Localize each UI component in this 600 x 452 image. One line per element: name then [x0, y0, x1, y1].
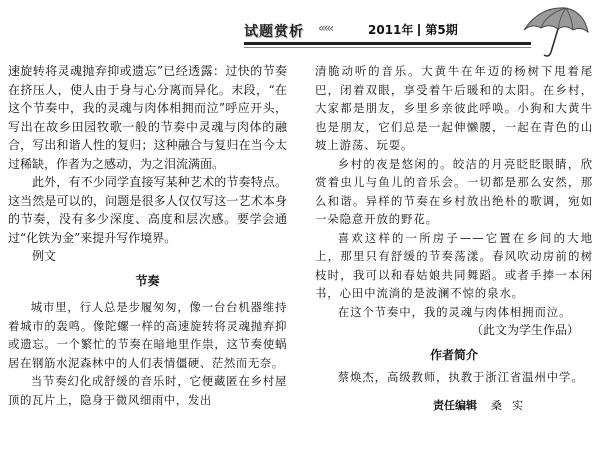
student-note: （此文为学生作品）: [470, 323, 579, 337]
editor-name: 桑实: [491, 398, 533, 412]
chevron-decoration: ‹‹‹‹‹: [318, 21, 332, 35]
left-column: [8, 62, 287, 409]
essay-paragraph: 喜欢这样的一所房子——它置在乡间的大地上，那里只有舒缓的节奏荡漾。春风吹动房前的树枝时，我可以和春姑娘共同舞蹈。或者手捧一本闲书，心田中流淌的是波澜不惊的泉水。: [315, 230, 593, 300]
essay-paragraph: 乡村的夜是悠闲的。皎洁的月亮眨眨眼睛，欣赏着虫儿与鱼儿的音乐会。一切都是那么安然，那么和谐。异样的节奏在乡村放出绝朴的歌调，宛如一朵隐意开放的野花。: [315, 156, 593, 226]
analysis-paragraph: 速旋转将灵魂抛弃抑或遗忘”已经透露：过快的节奏在挤压人，使人由于身与心分离而异化。末段，“在这个节奏中，我的灵魂与肉体相拥而泣”呼应开头，写出在故乡田园牧歌一般的节奏中灵魂与肉体的融合，写出和谐人性的复归；这种融合与复归在当今太过稀缺，作者为之感动，为之泪流满面。: [8, 64, 287, 171]
section-title: 试题赏析: [244, 24, 304, 40]
essay-paragraph: 城市里，行人总是步履匆匆，像一台台机器维持着城市的轰鸣。像陀螺一样的高速旋转将灵魂抛弃抑或遗忘。一个繁忙的节奏在暗地里作祟，这节奏使蜗居在钢筋水泥森林中的人们表情僵硬、茫然而无奈。: [8, 300, 287, 370]
issue-separator: [418, 24, 420, 36]
umbrella-icon: [520, 4, 590, 60]
essay-paragraph: 当节奏幻化成舒缓的音乐时，它便藏匿在乡村屋顶的瓦片上，隐身于微风细雨中，发出: [8, 374, 287, 407]
editor-credit: [315, 397, 593, 416]
issue-number: 第5期: [425, 23, 458, 37]
analysis-paragraph: 此外，有不少同学直接写某种艺术的节奏特点。这当然是可以的，问题是很多人仅仅写这一艺术本身的节奏，没有多少深度、高度和层次感。要学会通过“化铁为金”来提升写作境界。: [8, 175, 287, 245]
author-bio: 蔡焕杰，高级教师，执教于浙江省温州中学。: [337, 370, 584, 384]
essay-paragraph: 在这个节奏中，我的灵魂与肉体相拥而泣。: [337, 304, 572, 319]
editor-role: 责任编辑: [433, 398, 477, 412]
author-title: 作者简介: [429, 347, 478, 362]
right-column: [315, 62, 593, 415]
essay-title: 节奏: [135, 273, 160, 288]
issue-label: [368, 21, 458, 38]
header-rule-thin: [244, 47, 531, 48]
header-rule-thick: [244, 42, 531, 45]
essay-paragraph: 清脆动听的音乐。大黄牛在年迈的杨树下甩着尾巴，闭着双眼，享受着午后暖和的太阳。在乡村，大家都是朋友，乡里乡亲彼此呼唤。小狗和大黄牛也是朋友，它们总是一起伸懒腰，一起在青色的山坡上游荡、玩耍。: [315, 64, 593, 152]
issue-year: 2011年: [368, 23, 414, 37]
page-header: [0, 0, 600, 62]
example-label: 例文: [32, 249, 57, 263]
